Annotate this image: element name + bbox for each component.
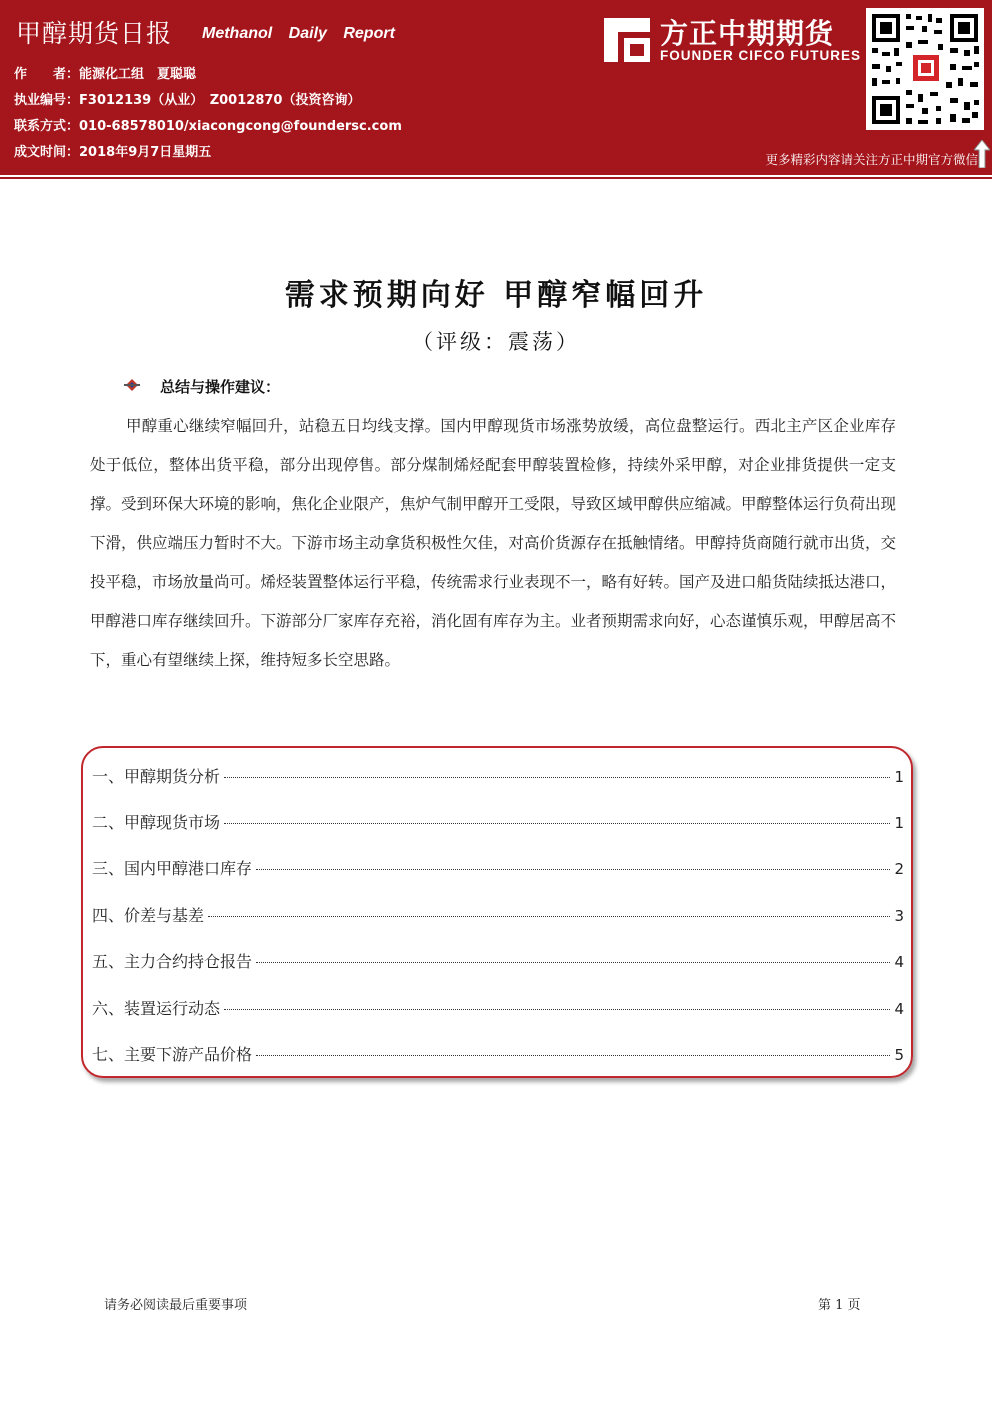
toc-entry[interactable]: [92, 996, 904, 1020]
toc-entry-title: 二、甲醇现货市场: [92, 813, 221, 832]
toc-leader: [256, 1055, 890, 1056]
summary-paragraph: 甲醇重心继续窄幅回升，站稳五日均线支撑。国内甲醇现货市场涨势放缓，高位盘整运行。西北主产区企业库存处于低位，整体出货平稳，部分出现停售。部分煤制烯烃配套甲醇装置检修，持续外采甲醇，对企业排货提供一定支撑。受到环保大环境的影响，焦化企业限产，焦炉气制甲醇开工受限，导致区域甲醇供应缩减。甲醇整体运行负荷出现下滑，供应端压力暂时不大。下游市场主动拿货积极性欠佳，对高价货源存在抵触情绪。甲醇持货商随行就市出货，交投平稳，市场放量尚可。烯烃装置整体运行平稳，传统需求行业表现不一，略有好转。国产及进口船货陆续抵达港口，甲醇港口库存继续回升。下游部分厂家库存充裕，消化固有库存为主。业者预期需求向好，心态谨慎乐观，甲醇居高不下，重心有望继续上探，维持短多长空思路。: [90, 417, 897, 669]
toc-entry-page: 3: [894, 907, 904, 925]
toc-entry-title: 七、主要下游产品价格: [92, 1045, 253, 1064]
report-header: [0, 0, 992, 172]
toc-entry-title: 六、装置运行动态: [92, 999, 221, 1018]
footer-notice: 请务必阅读最后重要事项: [104, 1298, 248, 1313]
meta-contact: [14, 115, 402, 134]
toc-leader: [224, 777, 890, 778]
report-title: 甲醇期货日报: [16, 19, 173, 48]
logo-name-en: FOUNDER CIFCO FUTURES: [660, 48, 861, 63]
logo-name-cn: 方正中期期货: [660, 17, 835, 50]
toc-leader: [208, 916, 890, 917]
rating: （评级：震荡）: [412, 330, 580, 354]
toc-entry-page: 2: [894, 860, 904, 878]
toc-leader: [256, 869, 890, 870]
toc-entry-title: 五、主力合约持仓报告: [92, 952, 253, 971]
toc-entry-page: 1: [894, 814, 904, 832]
contact-label: 联系方式：: [14, 119, 80, 134]
report-title-en: Methanol Daily Report: [202, 25, 395, 42]
toc-entry-page: 4: [894, 1000, 904, 1018]
meta-license: [14, 89, 360, 108]
toc-entry[interactable]: [92, 949, 904, 973]
toc-leader: [224, 1009, 890, 1010]
section-heading: 总结与操作建议：: [160, 378, 281, 396]
toc-entry-title: 一、甲醇期货分析: [92, 767, 221, 786]
toc-entry[interactable]: [92, 1042, 904, 1066]
qr-code-icon: [866, 8, 984, 130]
toc-entry[interactable]: [92, 903, 904, 927]
toc-entry[interactable]: [92, 856, 904, 880]
toc-entry-page: 4: [894, 953, 904, 971]
license-value: F3012139（从业） Z0012870（投资咨询）: [79, 93, 361, 108]
author-value: 能源化工组 夏聪聪: [79, 67, 197, 82]
toc-entry-page: 1: [894, 768, 904, 786]
license-label: 执业编号：: [14, 93, 80, 108]
table-of-contents: [81, 746, 913, 1078]
meta-date: [14, 141, 211, 160]
toc-entry[interactable]: [92, 810, 904, 834]
contact-value[interactable]: 010-68578010/xiacongcong@foundersc.com: [79, 119, 402, 134]
author-label: 作 者：: [14, 67, 80, 82]
arrow-up-icon: [974, 140, 990, 168]
toc-leader: [256, 962, 890, 963]
date-label: 成文时间：: [14, 145, 80, 160]
footer-page-number: 第 1 页: [818, 1298, 861, 1313]
toc-entry-title: 四、价差与基差: [92, 906, 205, 925]
header-divider: [0, 172, 992, 182]
bullet-arrow-icon: [124, 377, 140, 393]
toc-entry[interactable]: [92, 764, 904, 788]
page-title: 需求预期向好 甲醇窄幅回升: [284, 278, 708, 313]
meta-author: [14, 63, 196, 82]
follow-wechat-text: 更多精彩内容请关注方正中期官方微信: [765, 152, 978, 167]
date-value: 2018年9月7日星期五: [79, 145, 212, 160]
toc-leader: [224, 823, 890, 824]
toc-entry-title: 三、国内甲醇港口库存: [92, 859, 253, 878]
toc-entry-page: 5: [894, 1046, 904, 1064]
founder-logo-icon: [604, 18, 650, 62]
